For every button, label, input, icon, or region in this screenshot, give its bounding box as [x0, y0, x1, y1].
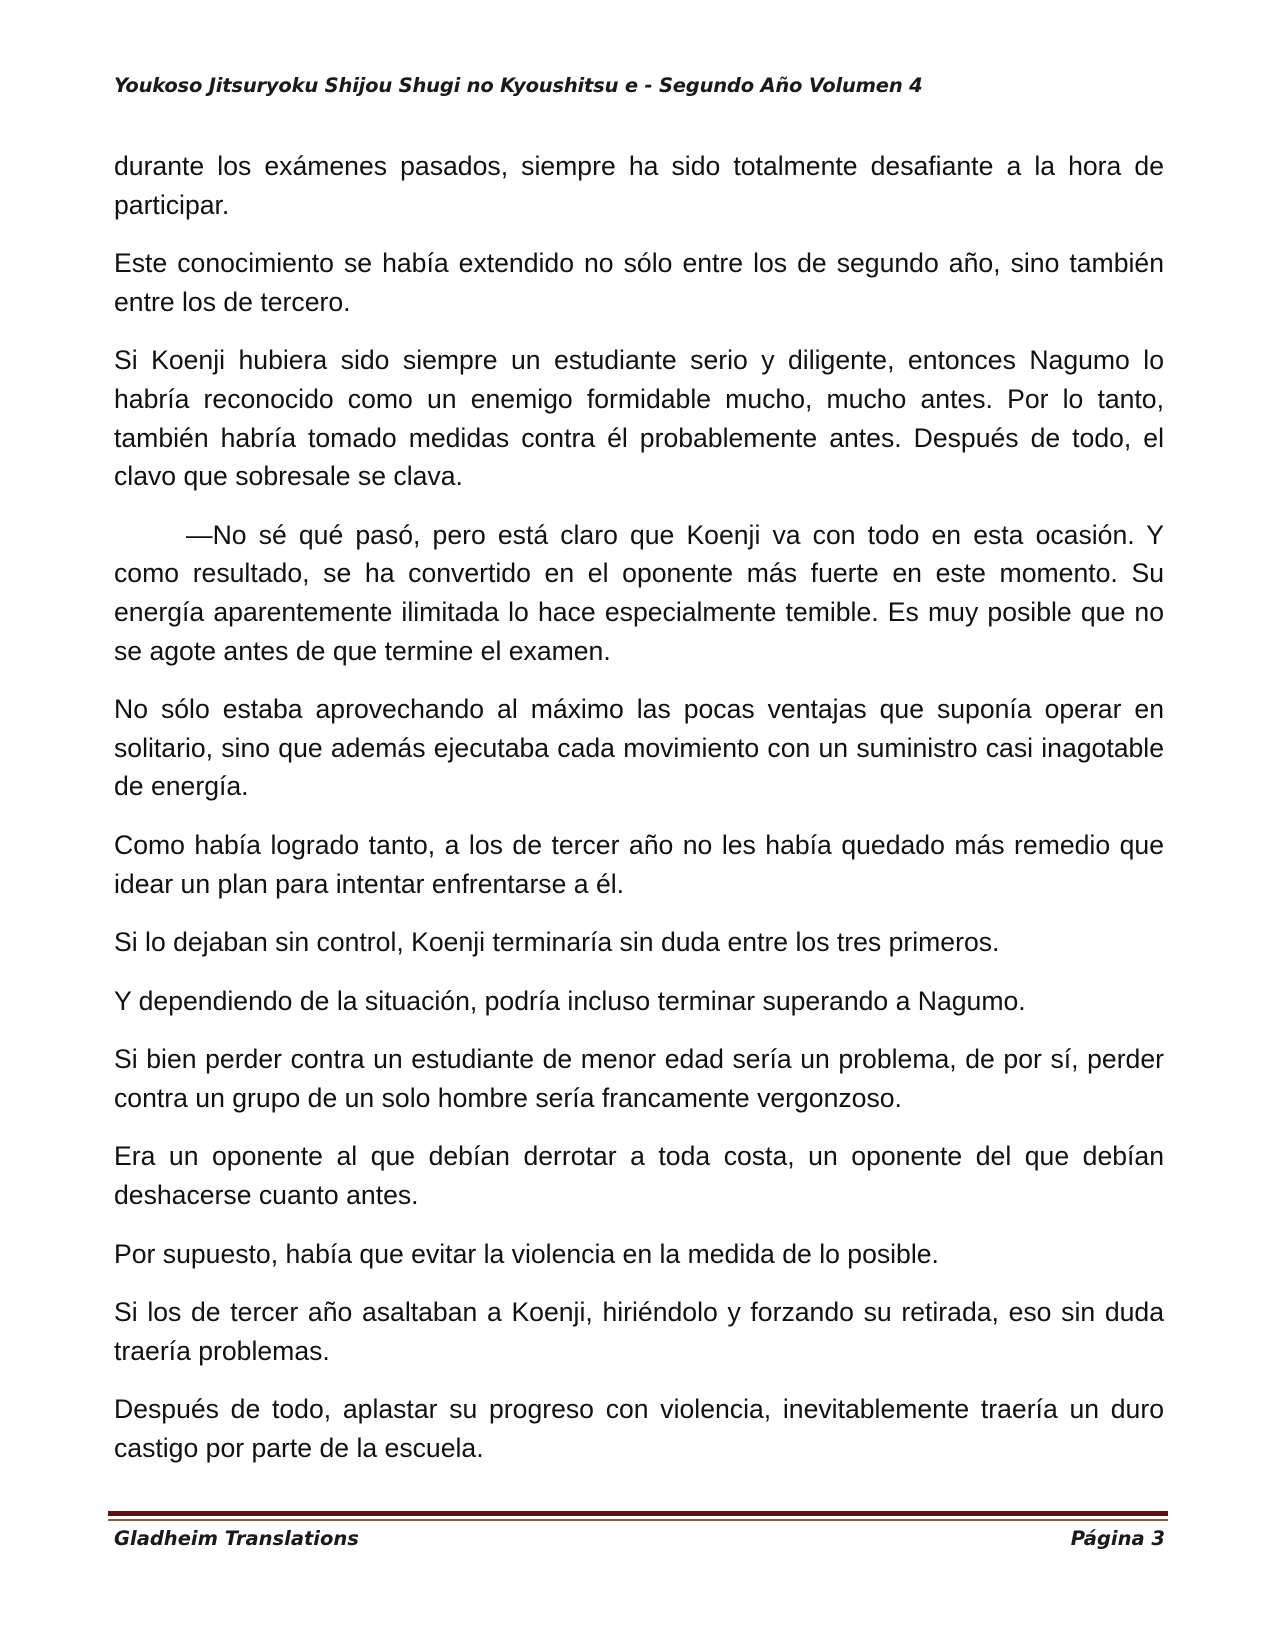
- paragraph-13: Después de todo, aplastar su progreso con violencia, inevitablemente traería un duro castigo por parte de la escuela.: [114, 1394, 1164, 1464]
- footer-translator-credit: Gladheim Translations: [114, 1527, 359, 1550]
- paragraph-6: Como había logrado tanto, a los de tercer año no les había quedado más remedio que idear un plan para intentar enfrentarse a él.: [114, 829, 1164, 899]
- footer-divider: [108, 1511, 1168, 1516]
- page-body: [114, 147, 1164, 1488]
- paragraph-11: Por supuesto, había que evitar la violencia en la medida de lo posible.: [114, 1238, 939, 1269]
- paragraph-3: Si Koenji hubiera sido siempre un estudiante serio y diligente, entonces Nagumo lo habría reconocido como un enemigo formidable mucho, mucho antes. Por lo tanto, también habría tomado medidas contra él probablemente antes. Después de todo, el clavo que sobresale se clava.: [114, 345, 1164, 492]
- paragraph-1: durante los exámenes pasados, siempre ha sido totalmente desafiante a la hora de participar.: [114, 151, 1164, 220]
- footer-page-number: Página 3: [1070, 1527, 1165, 1550]
- paragraph-12: Si los de tercer año asaltaban a Koenji, hiriéndolo y forzando su retirada, eso sin duda traería problemas.: [114, 1297, 1164, 1366]
- paragraph-7: Si lo dejaban sin control, Koenji terminaría sin duda entre los tres primeros.: [114, 927, 1000, 958]
- footer-divider-thin: [108, 1519, 1168, 1521]
- page-header-title: Youkoso Jitsuryoku Shijou Shugi no Kyoushitsu e - Segundo Año Volumen 4: [114, 74, 923, 97]
- paragraph-2: Este conocimiento se había extendido no sólo entre los de segundo año, sino también entre los de tercero.: [114, 248, 1164, 317]
- paragraph-4-dialogue: —No sé qué pasó, pero está claro que Koenji va con todo en esta ocasión. Y como resultado, se ha convertido en el oponente más fuerte en este momento. Su energía aparentemente ilimitada lo hace especialmente temible. Es muy posible que no se agote antes de que termine el examen.: [114, 519, 1164, 666]
- paragraph-5: No sólo estaba aprovechando al máximo las pocas ventajas que suponía operar en solitario, sino que además ejecutaba cada movimiento con un suministro casi inagotable de energía.: [114, 694, 1164, 802]
- paragraph-10: Era un oponente al que debían derrotar a toda costa, un oponente del que debían deshacerse cuanto antes.: [114, 1141, 1164, 1211]
- paragraph-9: Si bien perder contra un estudiante de menor edad sería un problema, de por sí, perder contra un grupo de un solo hombre sería francamente vergonzoso.: [114, 1044, 1164, 1113]
- paragraph-8: Y dependiendo de la situación, podría incluso terminar superando a Nagumo.: [114, 985, 1026, 1016]
